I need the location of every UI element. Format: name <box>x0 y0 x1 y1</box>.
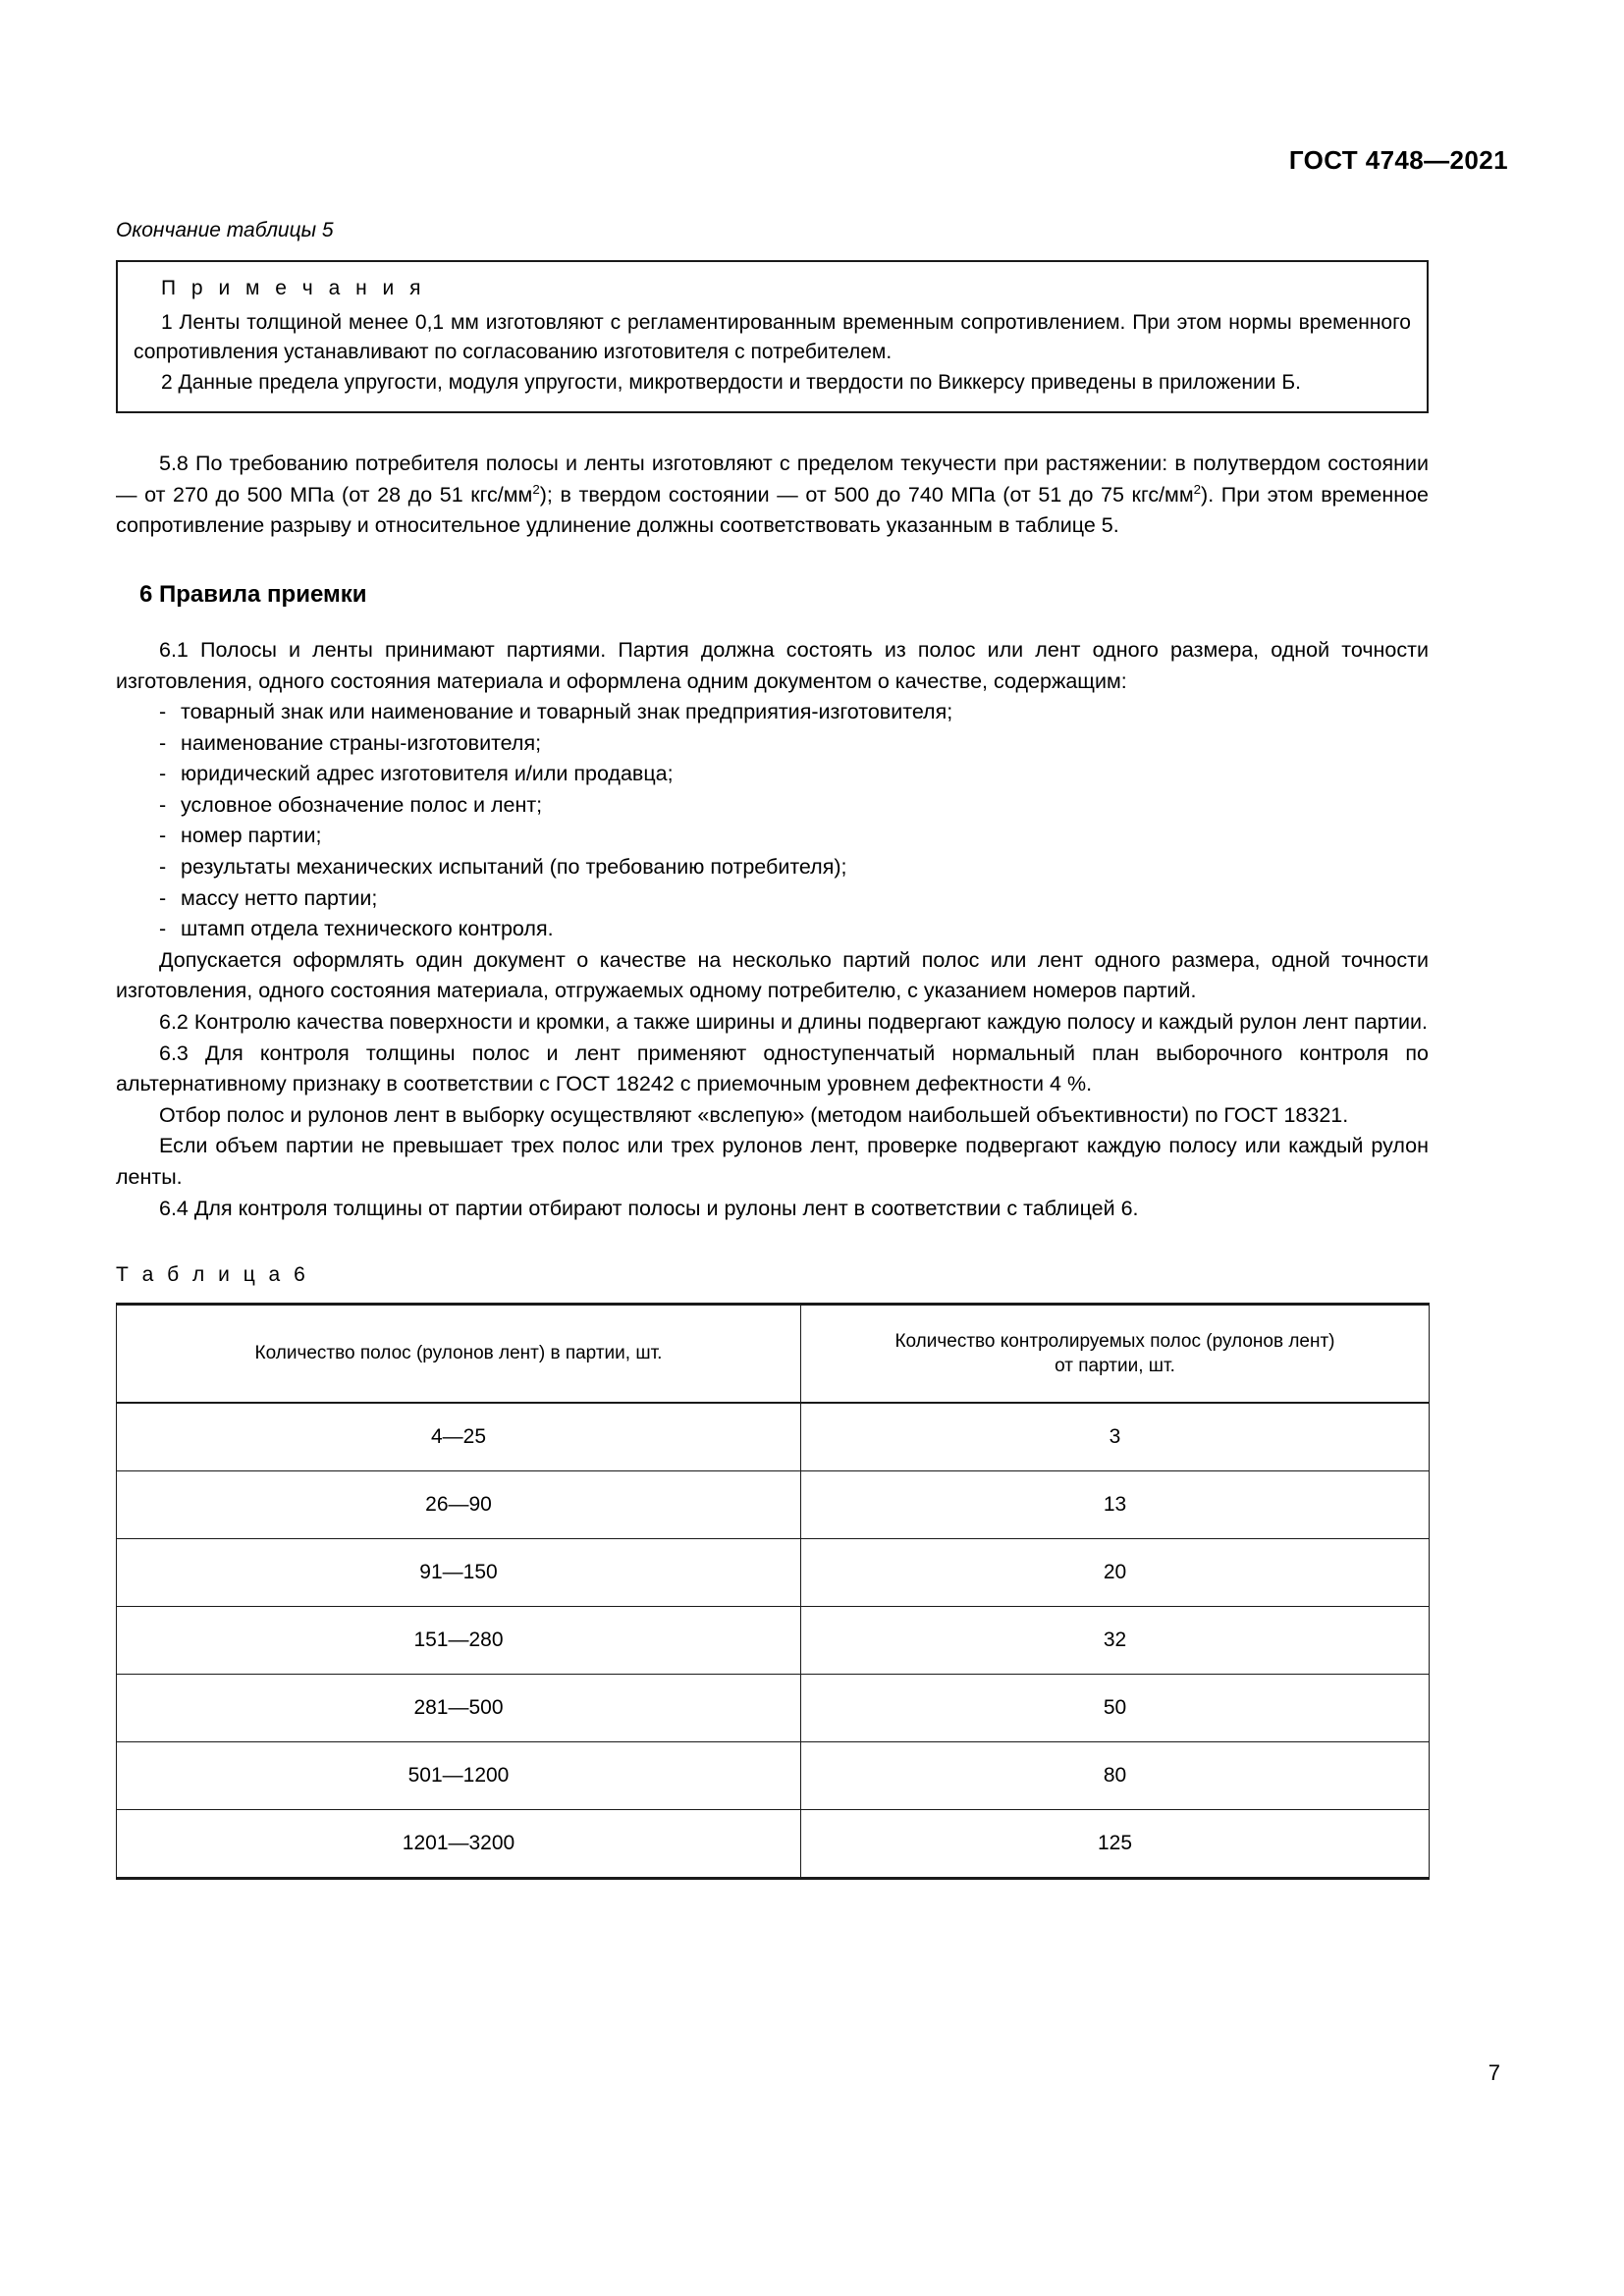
bullet-dash: - <box>159 700 167 724</box>
bullet-dash: - <box>159 917 167 941</box>
note-item-2: 2 Данные предела упругости, модуля упругости, микротвердости и твердости по Виккерсу приведены в приложении Б. <box>161 370 1301 394</box>
table6-column-header-count <box>801 1305 1430 1404</box>
bullet-dash: - <box>159 855 167 880</box>
list-item-label: товарный знак или наименование и товарный знак предприятия-изготовителя; <box>181 700 953 724</box>
section-6-heading: 6 Правила приемки <box>139 580 367 608</box>
list-item <box>116 759 1429 790</box>
list-item <box>116 914 1429 945</box>
list-item-label: массу нетто партии; <box>181 885 378 910</box>
list-item-label: результаты механических испытаний (по требованию потребителя); <box>181 855 847 880</box>
cell-count: 50 <box>801 1675 1430 1742</box>
table-row <box>117 1471 1430 1539</box>
list-item-label: штамп отдела технического контроля. <box>181 917 554 941</box>
clause-5-8-part2: ); в твердом состоянии — от 500 до 740 МПа (от 51 до 75 кгс/мм <box>539 482 1194 507</box>
cell-range: 501—1200 <box>117 1742 801 1810</box>
table-row <box>117 1403 1430 1471</box>
clause-6-4: 6.4 Для контроля толщины от партии отбирают полосы и рулоны лент в соответствии с таблицей 6. <box>159 1196 1139 1220</box>
bullet-dash: - <box>159 730 167 755</box>
bullet-dash: - <box>159 792 167 817</box>
table6-column-header-count-line1: Количество контролируемых полос (рулонов лент) <box>894 1330 1335 1352</box>
list-item-label: наименование страны-изготовителя; <box>181 730 542 755</box>
clause-5-8-part1: 5.8 По требованию потребителя полосы и ленты изготовляют с пределом текучести при растяжении: в полутвердом состоянии — от 270 до 500 МПа (от 28 до 51 кгс/мм <box>116 451 1429 507</box>
clause-6-1-intro: 6.1 Полосы и ленты принимают партиями. Партия должна состоять из полос или лент одного размера, одной точности изготовления, одного состояния материала и оформлена одним документом о качестве, содержащим: <box>116 637 1429 693</box>
cell-count: 20 <box>801 1539 1430 1607</box>
list-item-label: юридический адрес изготовителя и/или продавца; <box>181 762 674 786</box>
table-row <box>117 1607 1430 1675</box>
clause-6-3-paragraph-b: Отбор полос и рулонов лент в выборку осуществляют «вслепую» (методом наибольшей объективности) по ГОСТ 18321. <box>159 1102 1349 1127</box>
note-item-1: 1 Ленты толщиной менее 0,1 мм изготовляют с регламентированным временным сопротивлением. При этом нормы временного сопротивления устанавливают по согласованию изготовителя с потребителем. <box>134 310 1411 364</box>
cell-range: 26—90 <box>117 1471 801 1539</box>
table6-label: Т а б л и ц а 6 <box>116 1263 309 1287</box>
list-item <box>116 790 1429 822</box>
list-item <box>116 697 1429 728</box>
table5-continuation-caption: Окончание таблицы 5 <box>116 219 334 241</box>
cell-range: 4—25 <box>117 1403 801 1471</box>
clause-5-8-sup1: 2 <box>532 481 540 497</box>
table-row <box>117 1539 1430 1607</box>
clause-6-2: 6.2 Контролю качества поверхности и кромки, а также ширины и длины подвергают каждую полосу и каждый рулон лент партии. <box>159 1010 1428 1035</box>
table6-column-header-count-line2: от партии, шт. <box>1055 1356 1175 1377</box>
list-item <box>116 852 1429 883</box>
table-row <box>117 1675 1430 1742</box>
table-row <box>117 1810 1430 1879</box>
cell-range: 91—150 <box>117 1539 801 1607</box>
page-number: 7 <box>1488 2060 1500 2085</box>
clause-6-1-bullet-list <box>116 697 1429 945</box>
page-header-standard-id: ГОСТ 4748—2021 <box>1288 145 1508 175</box>
clause-5-8-part3: ). При этом временное сопротивление разрыву и относительное удлинение должны соответствовать указанным в таблице 5. <box>116 482 1429 538</box>
page-content <box>116 218 1429 1880</box>
bullet-dash: - <box>159 762 167 786</box>
notes-title: П р и м е ч а н и я <box>161 277 426 300</box>
list-item <box>116 821 1429 852</box>
cell-count: 3 <box>801 1403 1430 1471</box>
cell-range: 1201—3200 <box>117 1810 801 1879</box>
list-item-label: номер партии; <box>181 824 322 848</box>
table-row <box>117 1742 1430 1810</box>
cell-range: 151—280 <box>117 1607 801 1675</box>
clause-5-8-sup2: 2 <box>1193 481 1202 497</box>
table6-column-header-range: Количество полос (рулонов лент) в партии, шт. <box>117 1305 801 1404</box>
clause-6-3: 6.3 Для контроля толщины полос и лент применяют одноступенчатый нормальный план выборочного контроля по альтернативному признаку в соответствии с ГОСТ 18242 с приемочным уровнем дефектности 4 %. <box>116 1041 1429 1096</box>
bullet-dash: - <box>159 885 167 910</box>
list-item-label: условное обозначение полос и лент; <box>181 792 543 817</box>
cell-count: 32 <box>801 1607 1430 1675</box>
list-item <box>116 883 1429 915</box>
cell-range: 281—500 <box>117 1675 801 1742</box>
clause-6-3-paragraph-c: Если объем партии не превышает трех полос или трех рулонов лент, проверке подвергают каждую полосу или каждый рулон ленты. <box>116 1134 1429 1189</box>
list-item <box>116 728 1429 760</box>
cell-count: 80 <box>801 1742 1430 1810</box>
cell-count: 13 <box>801 1471 1430 1539</box>
cell-count: 125 <box>801 1810 1430 1879</box>
bullet-dash: - <box>159 824 167 848</box>
clause-5-8 <box>116 449 1429 542</box>
table5-notes-box <box>116 260 1429 413</box>
clause-6-1-tail: Допускается оформлять один документ о качестве на несколько партий полос или лент одного размера, одной точности изготовления, одного состояния материала, отгружаемых одному потребителю, с указанием номеров партий. <box>116 947 1429 1003</box>
table-header-row <box>117 1305 1430 1404</box>
table6 <box>116 1303 1430 1880</box>
